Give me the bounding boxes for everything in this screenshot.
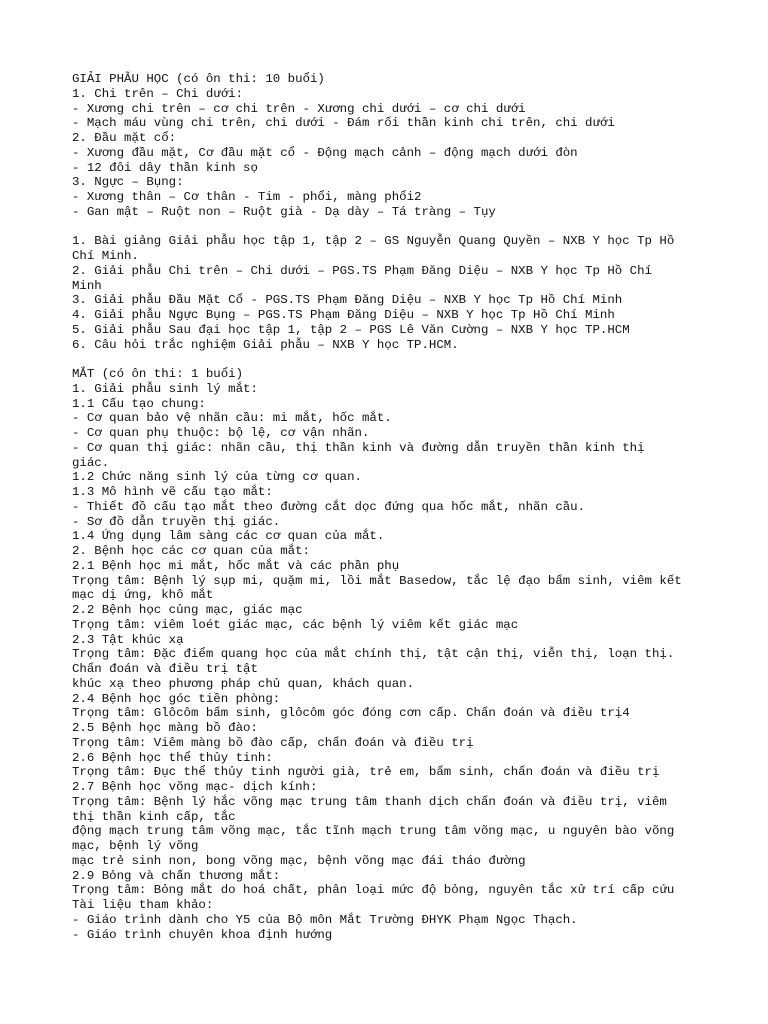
text-line: Trọng tâm: Bệnh lý sụp mi, quặm mi, lồi mắt Basedow, tắc lệ đạo bẩm sinh, viêm kết: [72, 573, 682, 588]
text-line: thị thần kinh cấp, tắc: [72, 809, 236, 824]
text-line: 3. Giải phẫu Đầu Mặt Cổ - PGS.TS Phạm Đăng Diệu – NXB Y học Tp Hồ Chí Minh: [72, 293, 623, 308]
text-line: Minh: [72, 278, 102, 293]
section-anatomy-syllabus: [72, 72, 702, 220]
text-line: 1.2 Chức năng sinh lý của từng cơ quan.: [72, 470, 362, 485]
text-line: - Xương chi trên – cơ chi trên - Xương chi dưới – cơ chi dưới: [72, 101, 526, 116]
text-line: giác.: [72, 455, 110, 470]
text-line: động mạch trung tâm võng mạc, tắc tĩnh mạch trung tâm võng mạc, u nguyên bào võng: [72, 824, 675, 839]
text-line: 2. Bệnh học các cơ quan của mắt:: [72, 544, 310, 558]
text-line: Trọng tâm: Glôcôm bẩm sinh, glôcôm góc đóng cơn cấp. Chẩn đoán và điều trị4: [72, 706, 630, 721]
text-line: 2.5 Bệnh học màng bồ đào:: [72, 721, 258, 735]
text-line: 2. Giải phẫu Chi trên – Chi dưới – PGS.TS Phạm Đăng Diệu – NXB Y học Tp Hồ Chí: [72, 263, 652, 278]
text-line: - Cơ quan bảo vệ nhãn cầu: mi mắt, hốc mắt.: [72, 411, 392, 426]
text-line: 3. Ngực – Bụng:: [72, 175, 184, 190]
text-line: 1. Bài giảng Giải phẫu học tập 1, tập 2 – GS Nguyễn Quang Quyền – NXB Y học Tp Hồ: [72, 234, 675, 249]
text-line: Chẩn đoán và điều trị tật: [72, 662, 258, 676]
text-line: MẮT (có ôn thi: 1 buổi): [72, 367, 244, 381]
text-line: 5. Giải phẫu Sau đại học tập 1, tập 2 – PGS Lê Văn Cường – NXB Y học TP.HCM: [72, 322, 630, 337]
text-line: 1. Giải phẫu sinh lý mắt:: [72, 381, 258, 396]
text-line: 2.2 Bệnh học củng mạc, giác mạc: [72, 603, 303, 617]
text-line: Trọng tâm: Đục thể thủy tinh người già, trẻ em, bẩm sinh, chẩn đoán và điều trị: [72, 765, 660, 780]
section-gap: [72, 352, 702, 367]
text-line: Trọng tâm: viêm loét giác mạc, các bệnh lý viêm kết giác mạc: [72, 617, 519, 632]
text-line: 1.4 Ứng dụng lâm sàng các cơ quan của mắt.: [72, 529, 385, 544]
text-line: - Gan mật – Ruột non – Ruột già - Dạ dày – Tá tràng – Tụy: [72, 204, 496, 219]
text-line: - Xương đầu mặt, Cơ đầu mặt cổ - Động mạch cảnh – động mạch dưới đòn: [72, 145, 578, 160]
text-line: 4. Giải phẫu Ngực Bụng – PGS.TS Phạm Đăng Diệu – NXB Y học Tp Hồ Chí Minh: [72, 308, 615, 322]
text-line: 2.1 Bệnh học mi mắt, hốc mắt và các phần phụ: [72, 558, 400, 573]
text-line: Trọng tâm: Đặc điểm quang học của mắt chính thị, tật cận thị, viễn thị, loạn thị.: [72, 647, 675, 662]
text-line: 2.9 Bỏng và chấn thương mắt:: [72, 868, 281, 883]
text-line: 2.7 Bệnh học võng mạc- dịch kính:: [72, 780, 318, 794]
text-line: - Thiết đồ cấu tạo mắt theo đường cắt dọc đứng qua hốc mắt, nhãn cầu.: [72, 499, 586, 514]
text-line: 2.3 Tật khúc xạ: [72, 632, 184, 647]
text-line: 2.4 Bệnh học góc tiền phòng:: [72, 691, 281, 706]
text-line: - 12 đôi dây thần kinh sọ: [72, 160, 258, 175]
text-line: 2. Đầu mặt cổ:: [72, 131, 177, 145]
text-line: - Giáo trình chuyên khoa định hướng: [72, 927, 333, 942]
text-line: Trọng tâm: Bệnh lý hắc võng mạc trung tâm thanh dịch chẩn đoán và điều trị, viêm: [72, 794, 667, 809]
text-line: GIẢI PHẪU HỌC (có ôn thi: 10 buổi): [72, 72, 325, 86]
text-line: Tài liệu tham khảo:: [72, 898, 214, 912]
text-line: mạc trẻ sinh non, bong võng mạc, bệnh võng mạc đái tháo đường: [72, 853, 526, 868]
document-page: [72, 72, 702, 942]
text-line: Trọng tâm: Bỏng mắt do hoá chất, phân loại mức độ bỏng, nguyên tắc xử trí cấp cứu: [72, 883, 675, 898]
text-line: 1.1 Cấu tạo chung:: [72, 396, 206, 411]
text-line: - Cơ quan thị giác: nhãn cầu, thị thần kinh và đường dẫn truyền thần kinh thị: [72, 440, 645, 455]
section-anatomy-references: [72, 234, 702, 352]
text-line: 2.6 Bệnh học thể thủy tinh:: [72, 750, 273, 765]
text-line: - Cơ quan phụ thuộc: bộ lệ, cơ vận nhãn.: [72, 426, 370, 440]
text-line: khúc xạ theo phương pháp chủ quan, khách quan.: [72, 676, 415, 691]
text-line: mạc, bệnh lý võng: [72, 839, 199, 853]
text-line: - Giáo trình dành cho Y5 của Bộ môn Mắt Trường ĐHYK Phạm Ngọc Thạch.: [72, 912, 578, 927]
text-line: - Sơ đồ dẫn truyền thị giác.: [72, 514, 281, 529]
text-line: - Xương thân – Cơ thân - Tim - phổi, màng phổi2: [72, 190, 422, 204]
text-line: 6. Câu hỏi trắc nghiệm Giải phẫu – NXB Y học TP.HCM.: [72, 337, 459, 352]
section-gap: [72, 220, 702, 235]
text-line: Chí Minh.: [72, 249, 139, 263]
text-line: 1.3 Mô hình vẽ cấu tạo mắt:: [72, 485, 273, 499]
text-line: - Mạch máu vùng chi trên, chi dưới - Đám rối thần kinh chi trên, chi dưới: [72, 116, 615, 131]
text-line: mạc dị ứng, khô mắt: [72, 588, 214, 603]
text-line: Trọng tâm: Viêm màng bồ đào cấp, chẩn đoán và điều trị: [72, 735, 474, 750]
section-ophthalmology-syllabus: [72, 367, 702, 942]
text-line: 1. Chi trên – Chi dưới:: [72, 86, 244, 101]
